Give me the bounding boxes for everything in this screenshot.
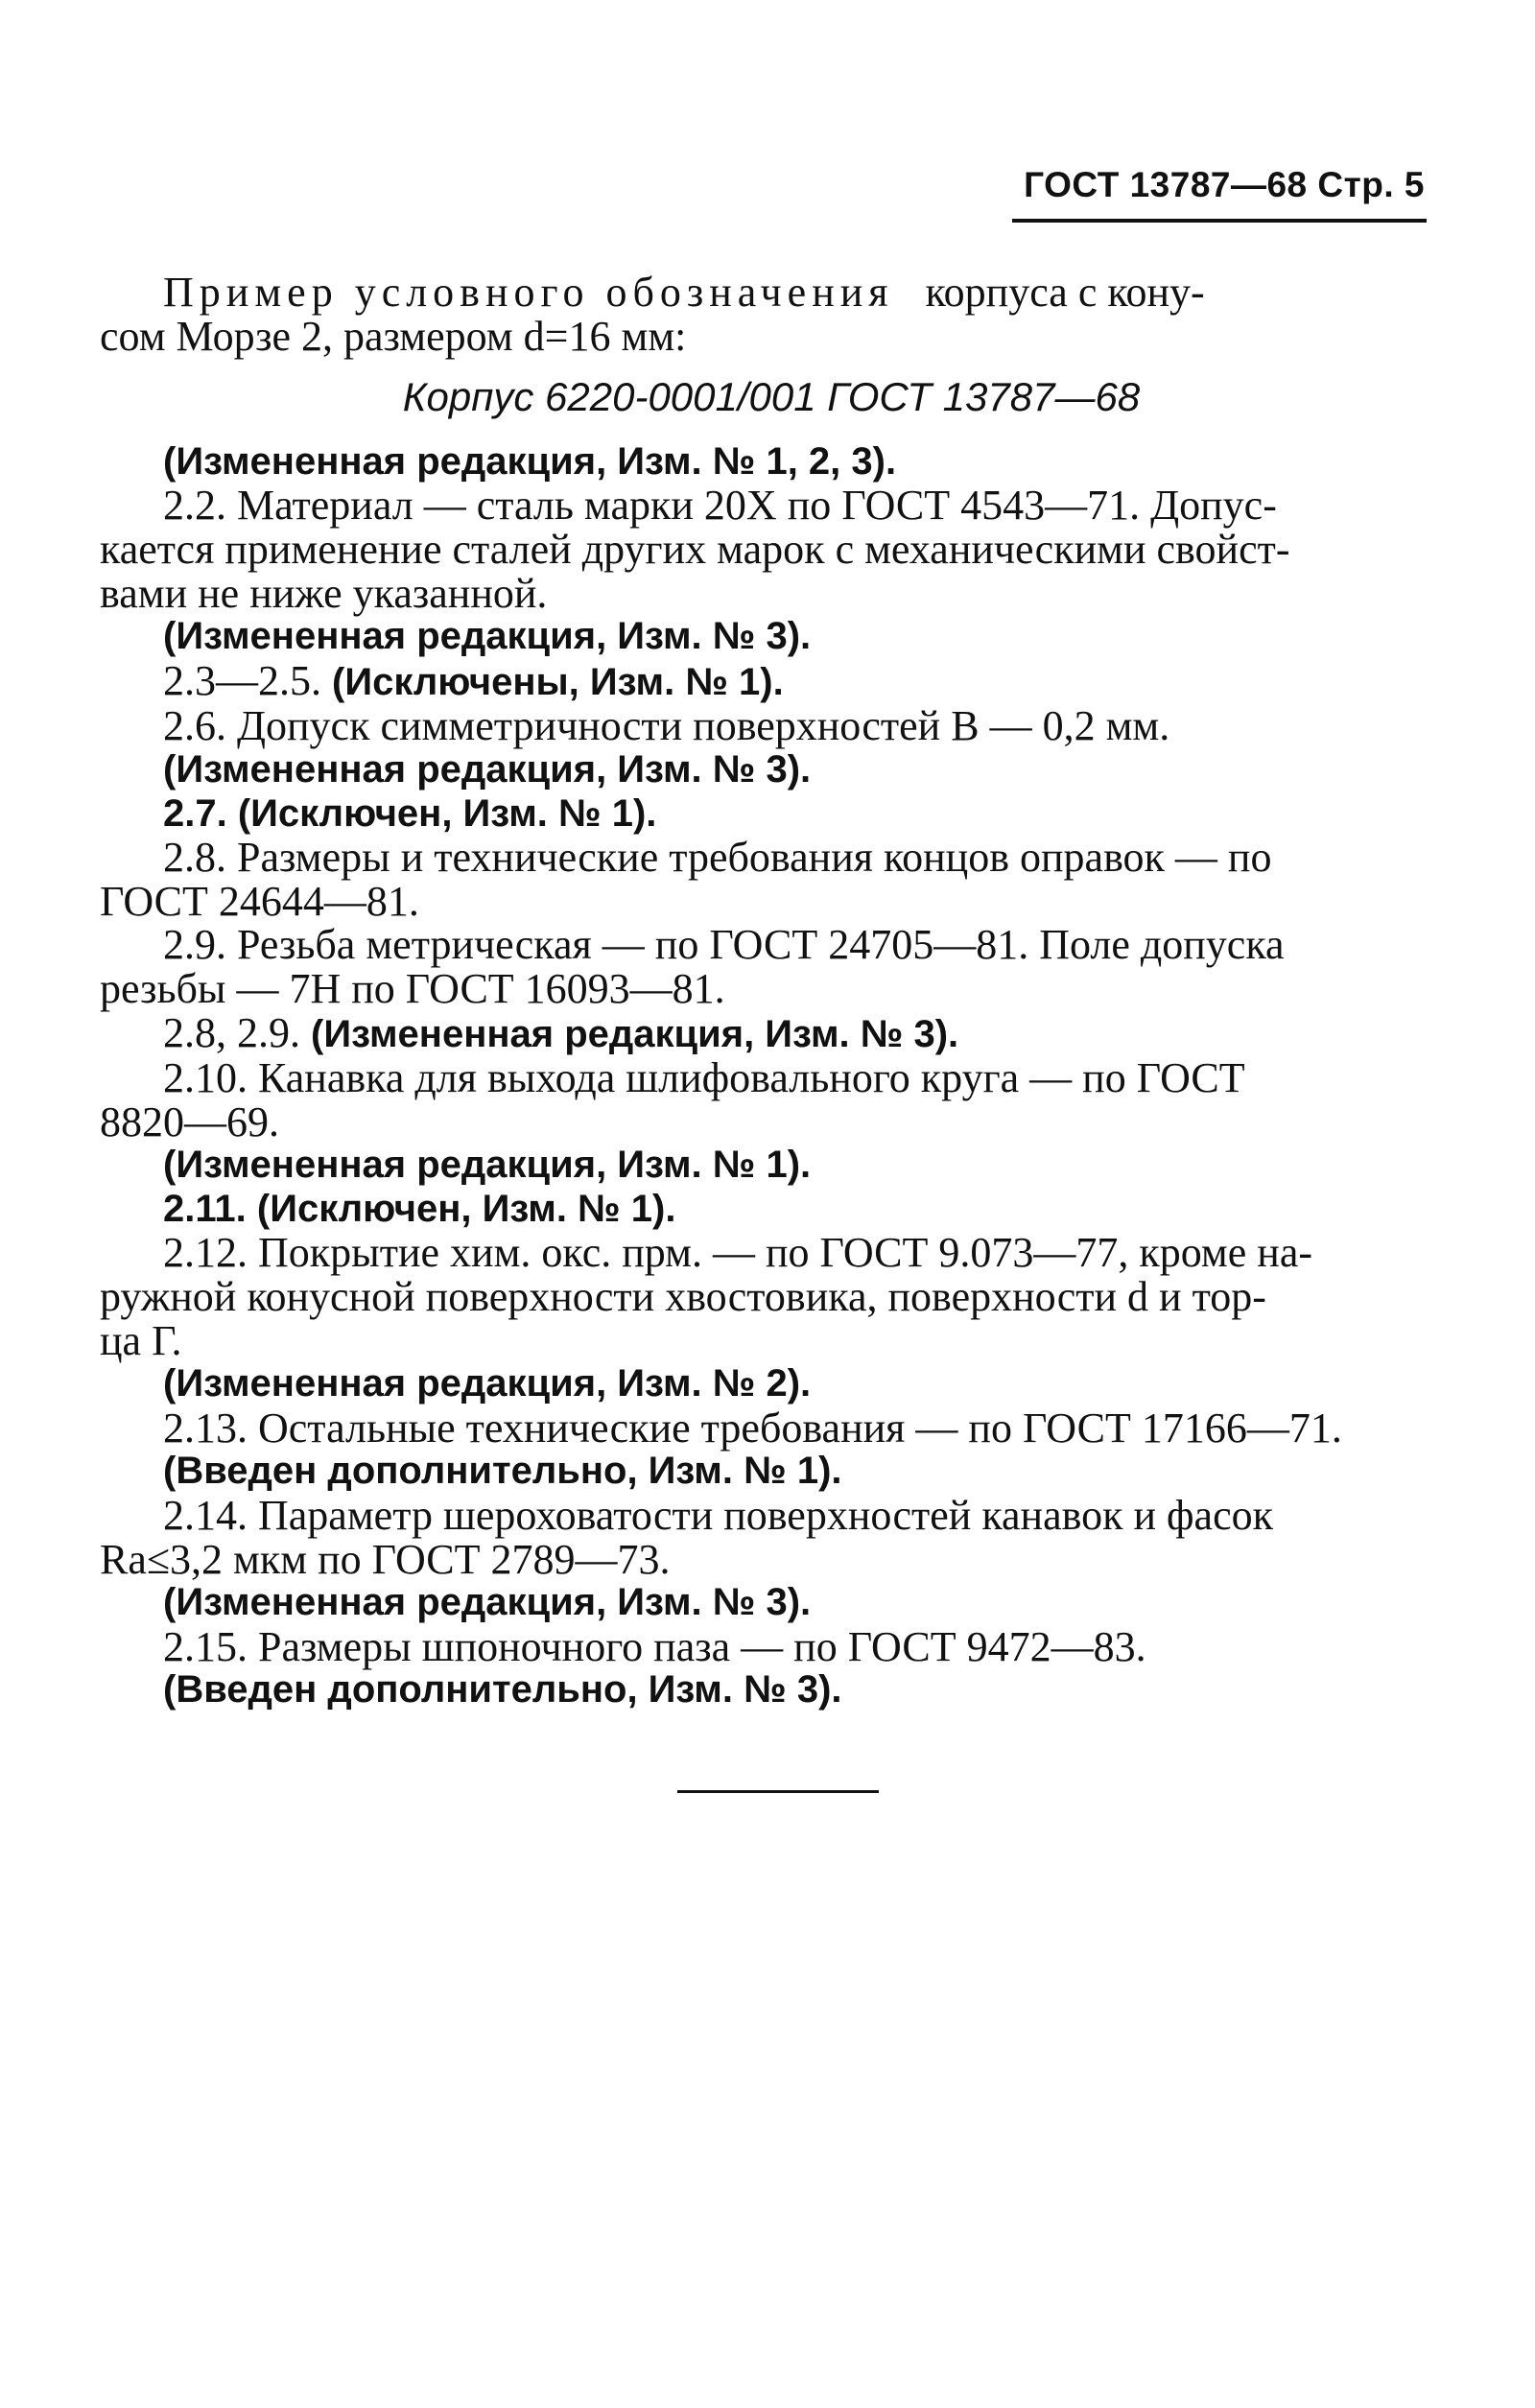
- clause-2-14-cont: Ra≤3,2 мкм по ГОСТ 2789—73.: [100, 1535, 671, 1583]
- clause-2-2-cont: кается применение сталей других марок с механическими свойст-: [100, 525, 1290, 573]
- clause-2-2: 2.2. Материал — сталь марки 20Х по ГОСТ 4543—71. Допус-: [163, 482, 1277, 530]
- revision-note: (Измененная редакция, Изм. № 1).: [163, 1144, 812, 1187]
- example-intro-text-end: корпуса с кону-: [925, 269, 1205, 316]
- clause-2-6: 2.6. Допуск симметричности поверхностей B — 0,2 мм.: [163, 702, 1170, 750]
- introduced-note: (Введен дополнительно, Изм. № 1).: [163, 1450, 842, 1493]
- clause-2-12: 2.12. Покрытие хим. окс. прм. — по ГОСТ 9.073—77, кроме на-: [163, 1229, 1313, 1277]
- example-intro-line: [100, 271, 1443, 315]
- clause-2-14: 2.14. Параметр шероховатости поверхностей канавок и фасок: [163, 1492, 1273, 1540]
- clause-2-12-cont: ца Г.: [100, 1316, 182, 1364]
- revision-note: (Измененная редакция, Изм. № 3).: [163, 615, 812, 658]
- clause-2-12-cont: ружной конусной поверхности хвостовика, поверхности d и тор-: [100, 1273, 1266, 1321]
- clause-number: 2.8, 2.9.: [163, 1008, 300, 1056]
- clause-2-8: 2.8. Размеры и технические требования концов оправок — по: [163, 834, 1272, 882]
- page-header: ГОСТ 13787—68 Стр. 5: [1024, 165, 1425, 204]
- example-intro-text: Пример условного обозначения: [163, 269, 894, 316]
- header-rule: [1012, 219, 1427, 223]
- clause-2-2-cont: вами не ниже указанной.: [100, 569, 548, 617]
- revision-note: (Измененная редакция, Изм. № 3).: [311, 1012, 959, 1055]
- revision-note: (Измененная редакция, Изм. № 2).: [163, 1362, 812, 1405]
- revision-note: (Измененная редакция, Изм. № 3).: [163, 747, 812, 791]
- clause-2-13: 2.13. Остальные технические требования — по ГОСТ 17166—71.: [163, 1404, 1342, 1452]
- clause-2-9-cont: резьбы — 7Н по ГОСТ 16093—81.: [100, 964, 725, 1012]
- revision-note: (Измененная редакция, Изм. № 3).: [163, 1581, 812, 1624]
- clause-2-3-2-5: [100, 656, 1443, 705]
- clause-2-10: 2.10. Канавка для выхода шлифовального круга — по ГОСТ: [163, 1054, 1245, 1102]
- clause-2-11: 2.11. (Исключен, Изм. № 1).: [163, 1187, 676, 1230]
- clause-2-10-cont: 8820—69.: [100, 1098, 279, 1145]
- revision-line-2-8-2-9: [100, 1008, 1443, 1057]
- example-intro-line-2: сом Морзе 2, размером d=16 мм:: [100, 312, 687, 360]
- clause-2-15: 2.15. Размеры шпоночного паза — по ГОСТ 9472—83.: [163, 1622, 1146, 1670]
- document-body: [100, 271, 1443, 1712]
- clause-number: 2.3—2.5.: [163, 656, 321, 704]
- revision-note: (Измененная редакция, Изм. № 1, 2, 3).: [163, 439, 897, 483]
- excluded-note: (Исключены, Изм. № 1).: [332, 660, 784, 703]
- introduced-note: (Введен дополнительно, Изм. № 3).: [163, 1668, 842, 1712]
- end-rule: [677, 1790, 879, 1793]
- clause-2-7: 2.7. (Исключен, Изм. № 1).: [163, 791, 657, 835]
- clause-2-8-cont: ГОСТ 24644—81.: [100, 877, 419, 925]
- clause-2-9: 2.9. Резьба метрическая — по ГОСТ 24705—81. Поле допуска: [163, 921, 1285, 969]
- example-designation: Корпус 6220-0001/001 ГОСТ 13787—68: [402, 374, 1141, 420]
